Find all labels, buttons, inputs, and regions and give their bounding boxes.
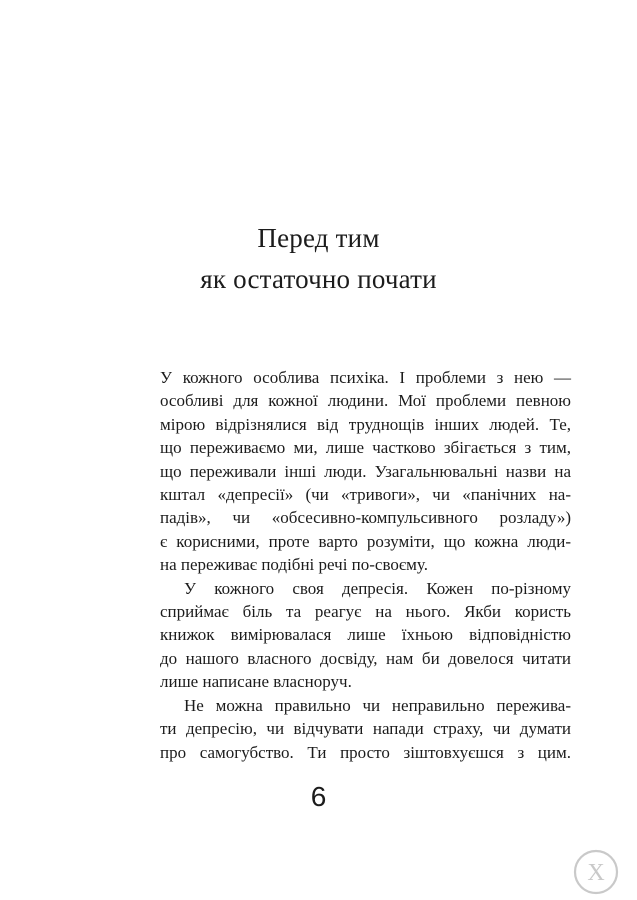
page-number: 6 <box>310 781 327 812</box>
text-line: на переживає подібні речі по-своєму. <box>160 555 428 575</box>
text-line: Не можна правильно чи неправильно пережива- <box>184 695 571 715</box>
text-line: У кожного своя депресія. Кожен по-різному <box>184 578 571 598</box>
chapter-title-line-1: Перед тим <box>257 223 380 253</box>
text-line: У кожного особлива психіка. І проблеми з нею — <box>160 368 571 387</box>
chapter-title <box>0 218 637 300</box>
x-logo-watermark-icon <box>573 849 619 895</box>
text-line: про самогубство. Ти просто зіштовхуєшся з цим. <box>160 742 571 762</box>
text-line: що переживаємо ми, лише частково збігається з тим, <box>160 438 571 458</box>
chapter-title-line-2: як остаточно почати <box>200 264 437 294</box>
text-line: до нашого власного досвіду, нам би довелося читати <box>160 648 571 668</box>
text-line: кштал «депресії» (чи «тривоги», чи «панічних на- <box>160 485 571 505</box>
text-line: сприймає біль та реагує на нього. Якби користь <box>160 602 571 622</box>
text-line: падів», чи «обсесивно-компульсивного розладу») <box>160 508 571 528</box>
body-text <box>160 366 571 764</box>
text-line: книжок вимірювалася лише їхньою відповідністю <box>160 625 571 645</box>
text-line: що переживали інші люди. Узагальнювальні назви на <box>160 461 571 481</box>
watermark-letter: X <box>587 860 605 886</box>
text-line: лише написане власноруч. <box>160 672 352 692</box>
text-line: ти депресію, чи відчувати напади страху, чи думати <box>160 719 571 739</box>
text-line: особливі для кожної людини. Мої проблеми певною <box>160 391 571 411</box>
text-line: є корисними, проте варто розуміти, що кожна люди- <box>160 531 571 551</box>
text-line: мірою відрізнялися від труднощів інших людей. Те, <box>160 414 571 434</box>
